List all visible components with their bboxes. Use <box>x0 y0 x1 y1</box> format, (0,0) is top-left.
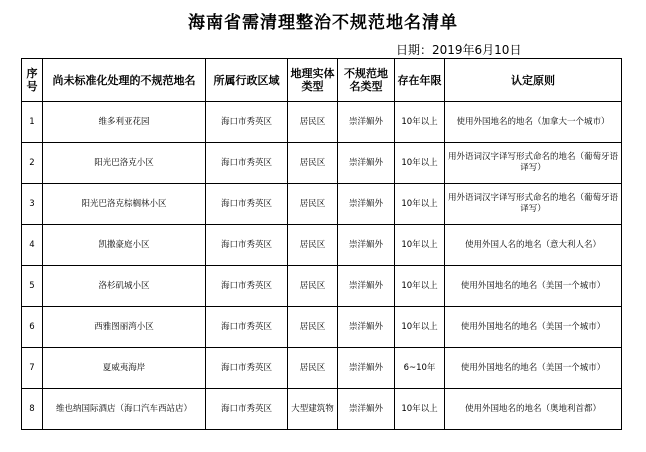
cell-principle: 使用外国地名的地名（美国一个城市） <box>445 348 622 389</box>
table-row <box>22 143 622 184</box>
cell-violation-type: 崇洋媚外 <box>338 184 395 225</box>
cell-name: 西雅图丽湾小区 <box>43 307 206 348</box>
cell-entity-type: 居民区 <box>288 143 338 184</box>
cell-duration: 6~10年 <box>395 348 445 389</box>
header-name: 尚未标准化处理的不规范地名 <box>43 59 206 102</box>
cell-violation-type: 崇洋媚外 <box>338 307 395 348</box>
header-entity-type: 地理实体类型 <box>288 59 338 102</box>
document-title: 海南省需清理整治不规范地名清单 <box>188 13 458 33</box>
cell-duration: 10年以上 <box>395 184 445 225</box>
table-row <box>22 307 622 348</box>
cell-district: 海口市秀英区 <box>206 143 288 184</box>
cell-violation-type: 崇洋媚外 <box>338 266 395 307</box>
cell-violation-type: 崇洋媚外 <box>338 143 395 184</box>
cell-violation-type: 崇洋媚外 <box>338 102 395 143</box>
cell-entity-type: 居民区 <box>288 225 338 266</box>
table-row <box>22 266 622 307</box>
cell-index: 1 <box>22 102 43 143</box>
cell-index: 6 <box>22 307 43 348</box>
cell-duration: 10年以上 <box>395 266 445 307</box>
cell-duration: 10年以上 <box>395 225 445 266</box>
header-violation-type: 不规范地名类型 <box>338 59 395 102</box>
cell-entity-type: 居民区 <box>288 184 338 225</box>
header-district: 所属行政区域 <box>206 59 288 102</box>
table-row <box>22 389 622 430</box>
cell-index: 5 <box>22 266 43 307</box>
cell-principle: 用外语词汉字译写形式命名的地名（葡萄牙语译写） <box>445 143 622 184</box>
place-name-table <box>21 58 622 430</box>
cell-district: 海口市秀英区 <box>206 389 288 430</box>
table-row <box>22 102 622 143</box>
cell-violation-type: 崇洋媚外 <box>338 225 395 266</box>
cell-principle: 使用外国地名的地名（美国一个城市） <box>445 307 622 348</box>
cell-index: 7 <box>22 348 43 389</box>
cell-index: 2 <box>22 143 43 184</box>
table-row <box>22 225 622 266</box>
cell-district: 海口市秀英区 <box>206 307 288 348</box>
cell-district: 海口市秀英区 <box>206 225 288 266</box>
cell-entity-type: 居民区 <box>288 266 338 307</box>
cell-duration: 10年以上 <box>395 389 445 430</box>
cell-index: 4 <box>22 225 43 266</box>
cell-district: 海口市秀英区 <box>206 348 288 389</box>
cell-name: 阳光巴洛克小区 <box>43 143 206 184</box>
header-duration: 存在年限 <box>395 59 445 102</box>
cell-duration: 10年以上 <box>395 143 445 184</box>
cell-index: 3 <box>22 184 43 225</box>
cell-name: 洛杉矶城小区 <box>43 266 206 307</box>
cell-index: 8 <box>22 389 43 430</box>
cell-district: 海口市秀英区 <box>206 184 288 225</box>
cell-principle: 用外语词汉字译写形式命名的地名（葡萄牙语译写） <box>445 184 622 225</box>
table-row <box>22 348 622 389</box>
cell-name: 阳光巴洛克棕榈林小区 <box>43 184 206 225</box>
cell-entity-type: 居民区 <box>288 348 338 389</box>
table-header-row <box>22 59 622 102</box>
cell-principle: 使用外国人名的地名（意大利人名） <box>445 225 622 266</box>
cell-district: 海口市秀英区 <box>206 102 288 143</box>
cell-principle: 使用外国地名的地名（美国一个城市） <box>445 266 622 307</box>
cell-name: 维也纳国际酒店（海口汽车西站店） <box>43 389 206 430</box>
document-date: 日期：2019年6月10日 <box>396 43 522 57</box>
cell-name: 维多利亚花园 <box>43 102 206 143</box>
cell-violation-type: 崇洋媚外 <box>338 348 395 389</box>
cell-name: 夏威夷海岸 <box>43 348 206 389</box>
cell-duration: 10年以上 <box>395 307 445 348</box>
cell-duration: 10年以上 <box>395 102 445 143</box>
cell-principle: 使用外国地名的地名（加拿大一个城市） <box>445 102 622 143</box>
cell-entity-type: 居民区 <box>288 307 338 348</box>
cell-principle: 使用外国地名的地名（奥地利首都） <box>445 389 622 430</box>
header-index: 序号 <box>22 59 43 102</box>
cell-entity-type: 大型建筑物 <box>288 389 338 430</box>
cell-name: 凯撒豪庭小区 <box>43 225 206 266</box>
cell-violation-type: 崇洋媚外 <box>338 389 395 430</box>
cell-entity-type: 居民区 <box>288 102 338 143</box>
header-principle: 认定原则 <box>445 59 622 102</box>
cell-district: 海口市秀英区 <box>206 266 288 307</box>
table-row <box>22 184 622 225</box>
